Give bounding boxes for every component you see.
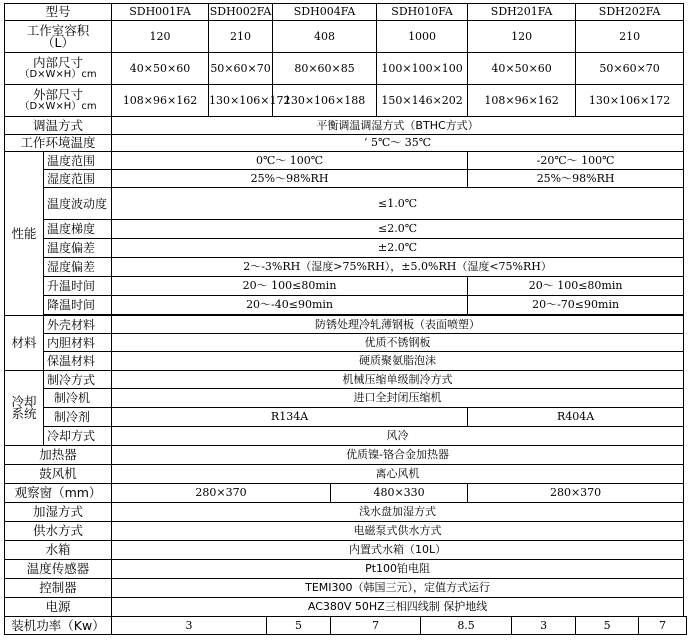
fan-label: 鼓风机 — [5, 465, 112, 484]
table-row — [5, 239, 687, 258]
volume-value: 120 — [112, 21, 209, 53]
label-line: 外部尺寸 — [33, 86, 84, 102]
table-row — [5, 427, 687, 446]
model-name: SDH004FA — [273, 4, 377, 21]
table-row — [5, 117, 687, 135]
outer-size-value: 130×106×172 — [576, 85, 684, 117]
temp-range-right: -20℃～ 100℃ — [468, 152, 684, 170]
outer-size-value: 108×96×162 — [468, 85, 576, 117]
cooling-time-label: 降温时间 — [44, 296, 112, 315]
label-line: 内部尺寸 — [33, 54, 84, 70]
regulation-label: 调温方式 — [5, 117, 112, 135]
table-row — [5, 560, 687, 579]
label-line: （D×W×H）cm — [19, 100, 97, 112]
chamber-volume-label — [5, 21, 112, 53]
liner-material-value: 优质不锈钢板 — [112, 334, 684, 352]
volume-value: 120 — [468, 21, 576, 53]
ambient-label: 工作环境温度 — [5, 135, 112, 152]
label-line: （L） — [42, 34, 74, 50]
inner-size-value: 80×60×85 — [273, 53, 377, 85]
cool-method-label: 冷却方式 — [44, 427, 112, 446]
humidity-range-right: 25%～98%RH — [468, 170, 684, 188]
temp-deviation-label: 温度偏差 — [44, 239, 112, 258]
temp-range-label: 温度范围 — [44, 152, 112, 170]
installed-power-value: 8.5 — [421, 617, 512, 635]
table-row — [5, 484, 687, 503]
window-value: 280×370 — [112, 484, 331, 503]
inner-size-value: 50×60×70 — [576, 53, 684, 85]
controller-label: 控制器 — [5, 579, 112, 598]
inner-size-value: 100×100×100 — [377, 53, 468, 85]
inner-size-value: 50×60×70 — [209, 53, 273, 85]
table-row — [5, 522, 687, 541]
installed-power-value: 7 — [639, 617, 687, 635]
humidity-deviation-label: 湿度偏差 — [44, 258, 112, 277]
table-row — [5, 258, 687, 277]
table-row — [5, 170, 687, 188]
installed-power-value: 3 — [112, 617, 267, 635]
temp-gradient-value: ≤2.0℃ — [112, 220, 684, 239]
temp-fluctuation-label: 温度波动度 — [44, 188, 112, 220]
cooling-time-right: 20～-70≤90min — [468, 296, 684, 315]
table-row — [5, 152, 687, 170]
outer-size-value: 130×106×188 — [273, 85, 377, 117]
heating-time-right: 20～ 100≤80min — [468, 277, 684, 296]
label-line: 系统 — [11, 406, 37, 421]
heating-time-label: 升温时间 — [44, 277, 112, 296]
label-line: 工作室容积 — [26, 22, 90, 38]
cooling-method-label: 制冷方式 — [44, 371, 112, 389]
cooling-time-left: 20～-40≤90min — [112, 296, 468, 315]
installed-power-value: 7 — [331, 617, 421, 635]
table-row — [5, 389, 687, 408]
table-row — [5, 188, 687, 220]
humidify-value: 浅水盘加湿方式 — [112, 503, 684, 522]
table-row — [5, 371, 687, 389]
table-row — [5, 135, 687, 152]
inner-size-value: 40×50×60 — [468, 53, 576, 85]
window-value: 480×330 — [331, 484, 468, 503]
table-row — [5, 53, 687, 85]
temp-range-left: 0℃～ 100℃ — [112, 152, 468, 170]
volume-value: 210 — [209, 21, 273, 53]
table-row — [5, 277, 687, 296]
insulation-material-value: 硬质聚氨脂泡沫 — [112, 352, 684, 371]
table-row — [5, 446, 687, 465]
water-supply-label: 供水方式 — [5, 522, 112, 541]
water-tank-value: 内置式水箱（10L） — [112, 541, 684, 560]
spec-table — [4, 3, 687, 635]
table-row — [5, 541, 687, 560]
performance-group-label: 性能 — [5, 152, 44, 316]
table-row — [5, 579, 687, 598]
water-supply-value: 电磁泵式供水方式 — [112, 522, 684, 541]
humidity-deviation-value: 2～-3%RH（湿度>75%RH），±5.0%RH（湿度<75%RH） — [112, 258, 684, 277]
outer-size-value: 150×146×202 — [377, 85, 468, 117]
outer-size-value: 130×106×172 — [209, 85, 273, 117]
label-line: （D×W×H）cm — [19, 68, 97, 80]
power-label: 电源 — [5, 598, 112, 617]
temp-gradient-label: 温度梯度 — [44, 220, 112, 239]
heater-label: 加热器 — [5, 446, 112, 465]
table-row — [5, 334, 687, 352]
controller-value: TEMI300（韩国三元），定值方式运行 — [112, 579, 684, 598]
inner-size-label — [5, 53, 112, 85]
window-label: 观察窗（mm） — [5, 484, 112, 503]
installed-power-value: 5 — [267, 617, 331, 635]
table-row — [5, 465, 687, 484]
sensor-label: 温度传感器 — [5, 560, 112, 579]
table-row — [5, 408, 687, 427]
regulation-value: 平衡调温调湿方式（BTHC方式） — [112, 117, 684, 135]
sensor-value: Pt100铂电阻 — [112, 560, 684, 579]
outer-size-label — [5, 85, 112, 117]
humidify-label: 加湿方式 — [5, 503, 112, 522]
outer-size-value: 108×96×162 — [112, 85, 209, 117]
model-name: SDH010FA — [377, 4, 468, 21]
installed-power-label: 装机功率（Kw） — [5, 617, 112, 635]
table-row — [5, 4, 687, 21]
fan-value: 离心风机 — [112, 465, 684, 484]
shell-material-value: 防锈处理冷轧薄钢板（表面喷塑） — [112, 316, 684, 334]
heating-time-left: 20～ 100≤80min — [112, 277, 468, 296]
volume-value: 210 — [576, 21, 684, 53]
volume-value: 1000 — [377, 21, 468, 53]
heater-value: 优质镍-铬合金加热器 — [112, 446, 684, 465]
refrigerant-right: R404A — [468, 408, 684, 427]
compressor-label: 制冷机 — [44, 389, 112, 408]
table-row — [5, 352, 687, 371]
table-row — [5, 85, 687, 117]
window-value: 280×370 — [468, 484, 684, 503]
power-value: AC380V 50HZ三相四线制 保护地线 — [112, 598, 684, 617]
ambient-value: ‘ 5℃～ 35℃ — [112, 135, 684, 152]
volume-value: 408 — [273, 21, 377, 53]
model-name: SDH001FA — [112, 4, 209, 21]
installed-power-value: 3 — [512, 617, 576, 635]
materials-group-label: 材料 — [5, 316, 44, 371]
table-row — [5, 598, 687, 617]
table-row — [5, 296, 687, 315]
humidity-range-label: 湿度范围 — [44, 170, 112, 188]
liner-material-label: 内胆材料 — [44, 334, 112, 352]
humidity-range-left: 25%～98%RH — [112, 170, 468, 188]
installed-power-value: 5 — [576, 617, 639, 635]
table-row — [5, 21, 687, 53]
refrigerant-left: R134A — [112, 408, 468, 427]
table-row — [5, 316, 687, 334]
shell-material-label: 外壳材料 — [44, 316, 112, 334]
label-line: 冷却 — [11, 394, 37, 409]
compressor-value: 进口全封闭压缩机 — [112, 389, 684, 408]
model-name: SDH002FA — [209, 4, 273, 21]
inner-size-value: 40×50×60 — [112, 53, 209, 85]
model-name: SDH202FA — [576, 4, 684, 21]
temp-deviation-value: ±2.0℃ — [112, 239, 684, 258]
cooling-method-value: 机械压缩单级制冷方式 — [112, 371, 684, 389]
water-tank-label: 水箱 — [5, 541, 112, 560]
model-header-label: 型号 — [5, 4, 112, 21]
table-row — [5, 617, 687, 635]
temp-fluctuation-value: ≤1.0℃ — [112, 188, 684, 220]
model-name: SDH201FA — [468, 4, 576, 21]
cooling-group-label — [5, 371, 44, 446]
insulation-material-label: 保温材料 — [44, 352, 112, 371]
table-row — [5, 220, 687, 239]
table-row — [5, 503, 687, 522]
cool-method-value: 风冷 — [112, 427, 684, 446]
refrigerant-label: 制冷剂 — [44, 408, 112, 427]
